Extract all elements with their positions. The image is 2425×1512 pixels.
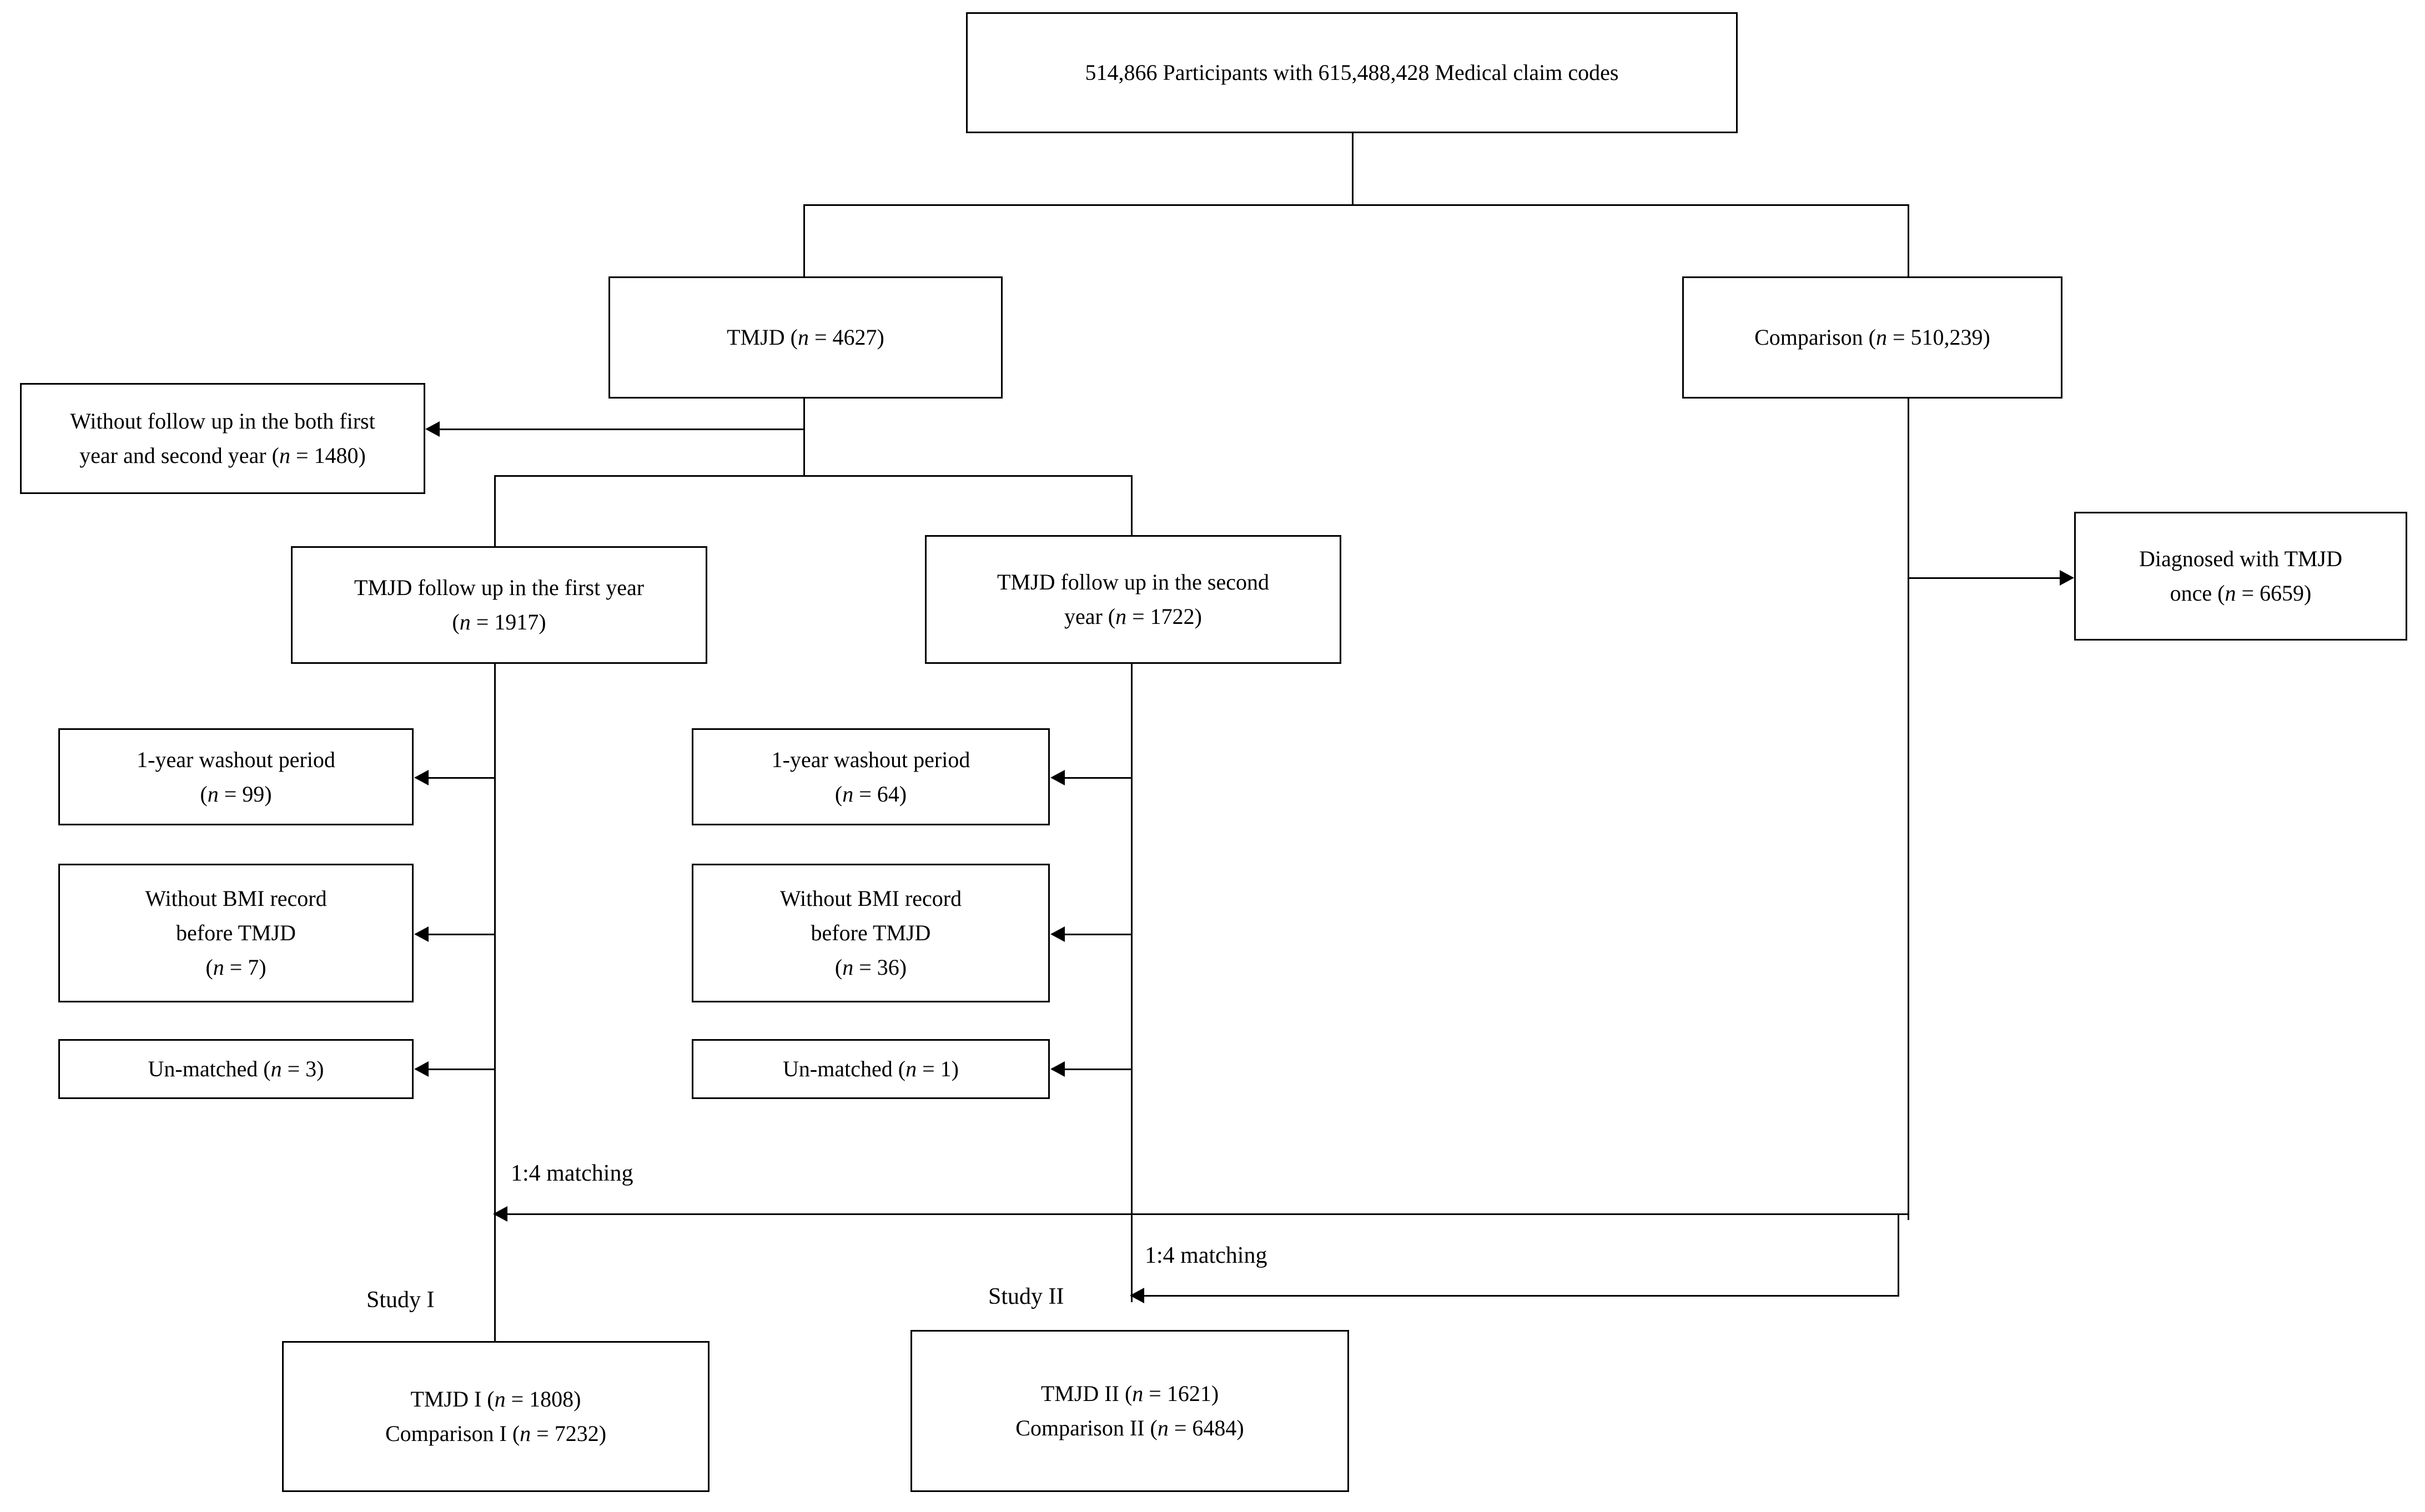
box-followup-second-year <box>925 535 1341 664</box>
connector-unmatched-1 <box>427 1069 495 1070</box>
box-study-ii-result <box>910 1330 1349 1492</box>
box-unmatched-study-i <box>58 1039 414 1099</box>
box-study-i-result <box>282 1341 710 1492</box>
connector-second-year-trunk <box>1131 664 1133 1302</box>
arrow-washout-1 <box>414 770 429 785</box>
arrow-washout-2 <box>1050 770 1065 785</box>
box-no-bmi-study-i-line-2: before TMJD <box>176 920 296 945</box>
arrow-no-bmi-1 <box>414 926 429 942</box>
connector-diagnosed-once <box>1908 577 2063 579</box>
box-without-followup <box>20 383 425 494</box>
connector-matching-2-down <box>1898 1213 1899 1297</box>
box-washout-study-i-line-1: 1-year washout period <box>137 747 335 772</box>
arrow-no-bmi-2 <box>1050 926 1065 942</box>
box-unmatched-study-i-line-1: Un-matched (n = 3) <box>148 1056 324 1081</box>
box-unmatched-study-ii <box>692 1039 1050 1099</box>
connector-no-bmi-2 <box>1064 934 1131 935</box>
box-study-i-result-line-2: Comparison I (n = 7232) <box>385 1421 607 1446</box>
box-study-i-result-line-1: TMJD I (n = 1808) <box>410 1387 581 1412</box>
label-study-i: Study I <box>366 1287 435 1313</box>
box-comparison-line-1: Comparison (n = 510,239) <box>1754 325 1990 350</box>
box-washout-study-i-line-2: (n = 99) <box>200 781 272 807</box>
box-washout-study-ii <box>692 728 1050 825</box>
box-no-bmi-study-ii <box>692 864 1050 1002</box>
box-followup-first-year <box>291 546 707 664</box>
box-unmatched-study-ii-line-1: Un-matched (n = 1) <box>783 1056 959 1081</box>
box-washout-study-ii-line-1: 1-year washout period <box>771 747 970 772</box>
arrow-unmatched-1 <box>414 1061 429 1077</box>
connector-followup-split <box>494 475 1133 477</box>
box-followup-second-year-line-1: TMJD follow up in the second <box>997 569 1269 594</box>
label-study-ii: Study II <box>988 1284 1064 1309</box>
box-washout-study-i <box>58 728 414 825</box>
box-no-bmi-study-ii-line-1: Without BMI record <box>779 886 962 911</box>
box-followup-first-year-line-1: TMJD follow up in the first year <box>354 575 645 600</box>
connector-top-split <box>803 204 1909 206</box>
box-followup-second-year-line-2: year (n = 1722) <box>1064 604 1203 629</box>
arrow-nofollowup <box>425 421 440 437</box>
box-no-bmi-study-i <box>58 864 414 1002</box>
connector-top-down <box>1352 133 1354 205</box>
connector-to-second-year <box>1131 475 1133 535</box>
box-no-bmi-study-i-line-3: (n = 7) <box>205 955 266 980</box>
arrow-matching-1 <box>493 1206 507 1222</box>
connector-to-first-year <box>494 475 496 546</box>
box-no-bmi-study-i-line-1: Without BMI record <box>145 886 327 911</box>
box-washout-study-ii-line-2: (n = 64) <box>834 781 907 807</box>
connector-washout-2 <box>1064 777 1131 779</box>
arrow-matching-2 <box>1130 1288 1144 1303</box>
connector-nofollowup <box>439 429 805 430</box>
connector-matching-1 <box>506 1213 1909 1215</box>
connector-first-year-trunk <box>494 664 496 1341</box>
box-study-ii-result-line-1: TMJD II (n = 1621) <box>1040 1381 1219 1406</box>
box-study-ii-result-line-2: Comparison II (n = 6484) <box>1015 1415 1244 1440</box>
box-diagnosed-once-line-1: Diagnosed with TMJD <box>2139 546 2342 571</box>
label-matching-1: 1:4 matching <box>511 1161 633 1186</box>
box-without-followup-line-2: year and second year (n = 1480) <box>79 443 366 468</box>
label-matching-2: 1:4 matching <box>1145 1243 1267 1268</box>
box-tmjd <box>608 276 1003 399</box>
connector-unmatched-2 <box>1064 1069 1131 1070</box>
arrow-diagnosed-once <box>2060 570 2074 586</box>
connector-to-tmjd <box>803 204 805 276</box>
box-without-followup-line-1: Without follow up in the both first <box>70 409 375 434</box>
box-diagnosed-once <box>2074 512 2407 641</box>
connector-no-bmi-1 <box>427 934 495 935</box>
connector-tmjd-down <box>803 399 805 476</box>
box-tmjd-line-1: TMJD (n = 4627) <box>727 325 884 350</box>
box-diagnosed-once-line-2: once (n = 6659) <box>2170 581 2312 606</box>
box-total-participants <box>966 12 1738 133</box>
box-followup-first-year-line-2: (n = 1917) <box>452 609 546 634</box>
connector-comparison-down <box>1908 399 1909 1220</box>
box-no-bmi-study-ii-line-2: before TMJD <box>811 920 931 945</box>
box-comparison <box>1682 276 2062 399</box>
connector-matching-2 <box>1143 1295 1899 1297</box>
box-no-bmi-study-ii-line-3: (n = 36) <box>834 955 907 980</box>
connector-washout-1 <box>427 777 495 779</box>
arrow-unmatched-2 <box>1050 1061 1065 1077</box>
box-total-participants-line-1: 514,866 Participants with 615,488,428 Medical claim codes <box>1085 60 1619 85</box>
connector-to-comparison <box>1908 204 1909 276</box>
